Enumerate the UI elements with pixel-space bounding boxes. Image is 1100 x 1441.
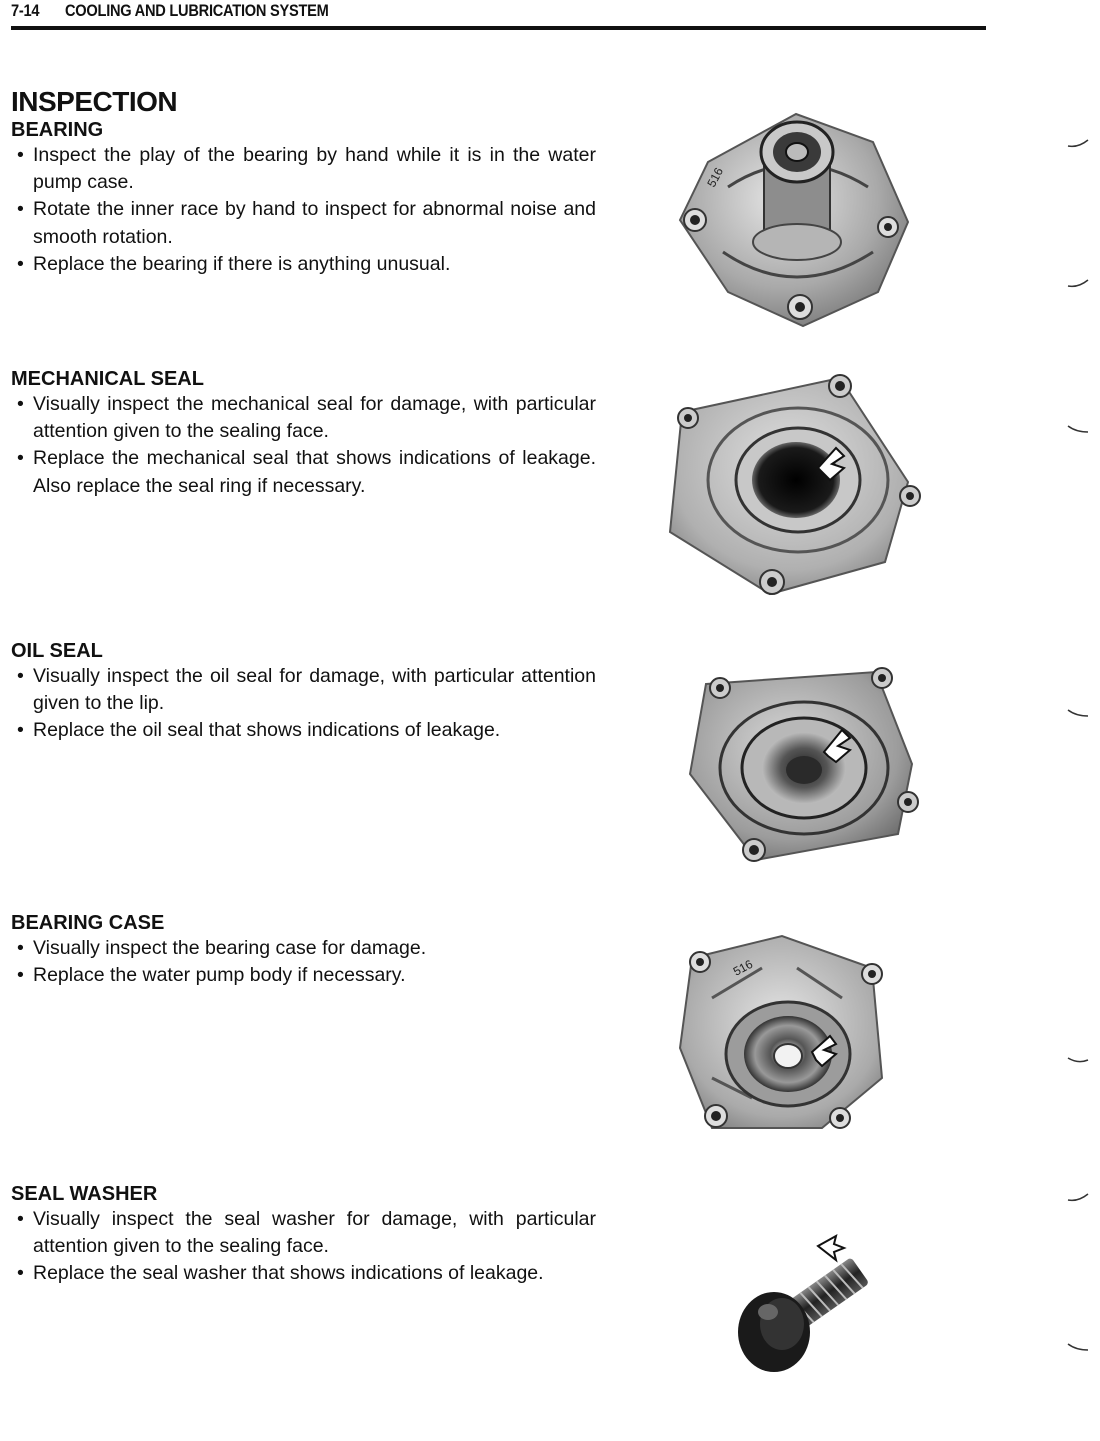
scan-edge-mark — [1066, 1192, 1090, 1204]
chapter-title: COOLING AND LUBRICATION SYSTEM — [65, 1, 329, 20]
scan-edge-mark — [1066, 1054, 1090, 1066]
bullet-list — [11, 935, 596, 989]
scan-edge-mark — [1066, 138, 1090, 150]
bullet-item: • Replace the oil seal that shows indications of leakage. — [11, 717, 596, 744]
bullet-item: • Replace the mechanical seal that shows indications of leakage. Also replace the seal ring if necessary. — [11, 445, 596, 499]
section-bearing — [11, 118, 596, 278]
bullet-list — [11, 391, 596, 500]
section-heading: OIL SEAL — [11, 640, 103, 662]
water-pump-bearing-photo — [668, 102, 928, 334]
section-heading: SEAL WASHER — [11, 1183, 158, 1205]
bullet-item: • Replace the seal washer that shows indications of leakage. — [11, 1260, 596, 1287]
scan-edge-mark — [1066, 708, 1090, 720]
bullet-item: • Replace the bearing if there is anything unusual. — [11, 251, 596, 278]
bullet-item: • Inspect the play of the bearing by hand while it is in the water pump case. — [11, 142, 596, 196]
scan-edge-mark — [1066, 1342, 1090, 1354]
bullet-item: • Replace the water pump body if necessary. — [11, 962, 596, 989]
bullet-list — [11, 663, 596, 745]
section-oil-seal — [11, 639, 596, 745]
bullet-item: • Visually inspect the seal washer for damage, with particular attention given to the sealing face. — [11, 1206, 596, 1260]
section-mechanical-seal — [11, 367, 596, 500]
page-title: INSPECTION — [11, 86, 178, 117]
bullet-list — [11, 1206, 596, 1288]
page-number: 7-14 — [11, 1, 40, 20]
section-heading: BEARING — [11, 119, 104, 141]
oil-seal-photo — [676, 664, 926, 866]
bullet-item: • Visually inspect the mechanical seal for damage, with particular attention given to the sealing face. — [11, 391, 596, 445]
seal-washer-photo — [724, 1232, 884, 1382]
scan-edge-mark — [1066, 424, 1090, 436]
section-bearing-case — [11, 911, 596, 989]
mechanical-seal-photo — [660, 372, 922, 604]
scan-edge-mark — [1066, 278, 1090, 290]
part-stamp: 516 — [730, 956, 756, 979]
bearing-case-photo — [672, 928, 890, 1140]
section-heading: BEARING CASE — [11, 912, 165, 934]
bullet-list — [11, 142, 596, 278]
bullet-item: • Visually inspect the oil seal for damage, with particular attention given to the lip. — [11, 663, 596, 717]
page-header — [11, 0, 986, 30]
bullet-item: • Rotate the inner race by hand to inspect for abnormal noise and smooth rotation. — [11, 196, 596, 250]
bullet-item: • Visually inspect the bearing case for damage. — [11, 935, 596, 962]
section-heading: MECHANICAL SEAL — [11, 368, 204, 390]
part-stamp: 516 — [704, 165, 727, 190]
section-seal-washer — [11, 1182, 596, 1288]
